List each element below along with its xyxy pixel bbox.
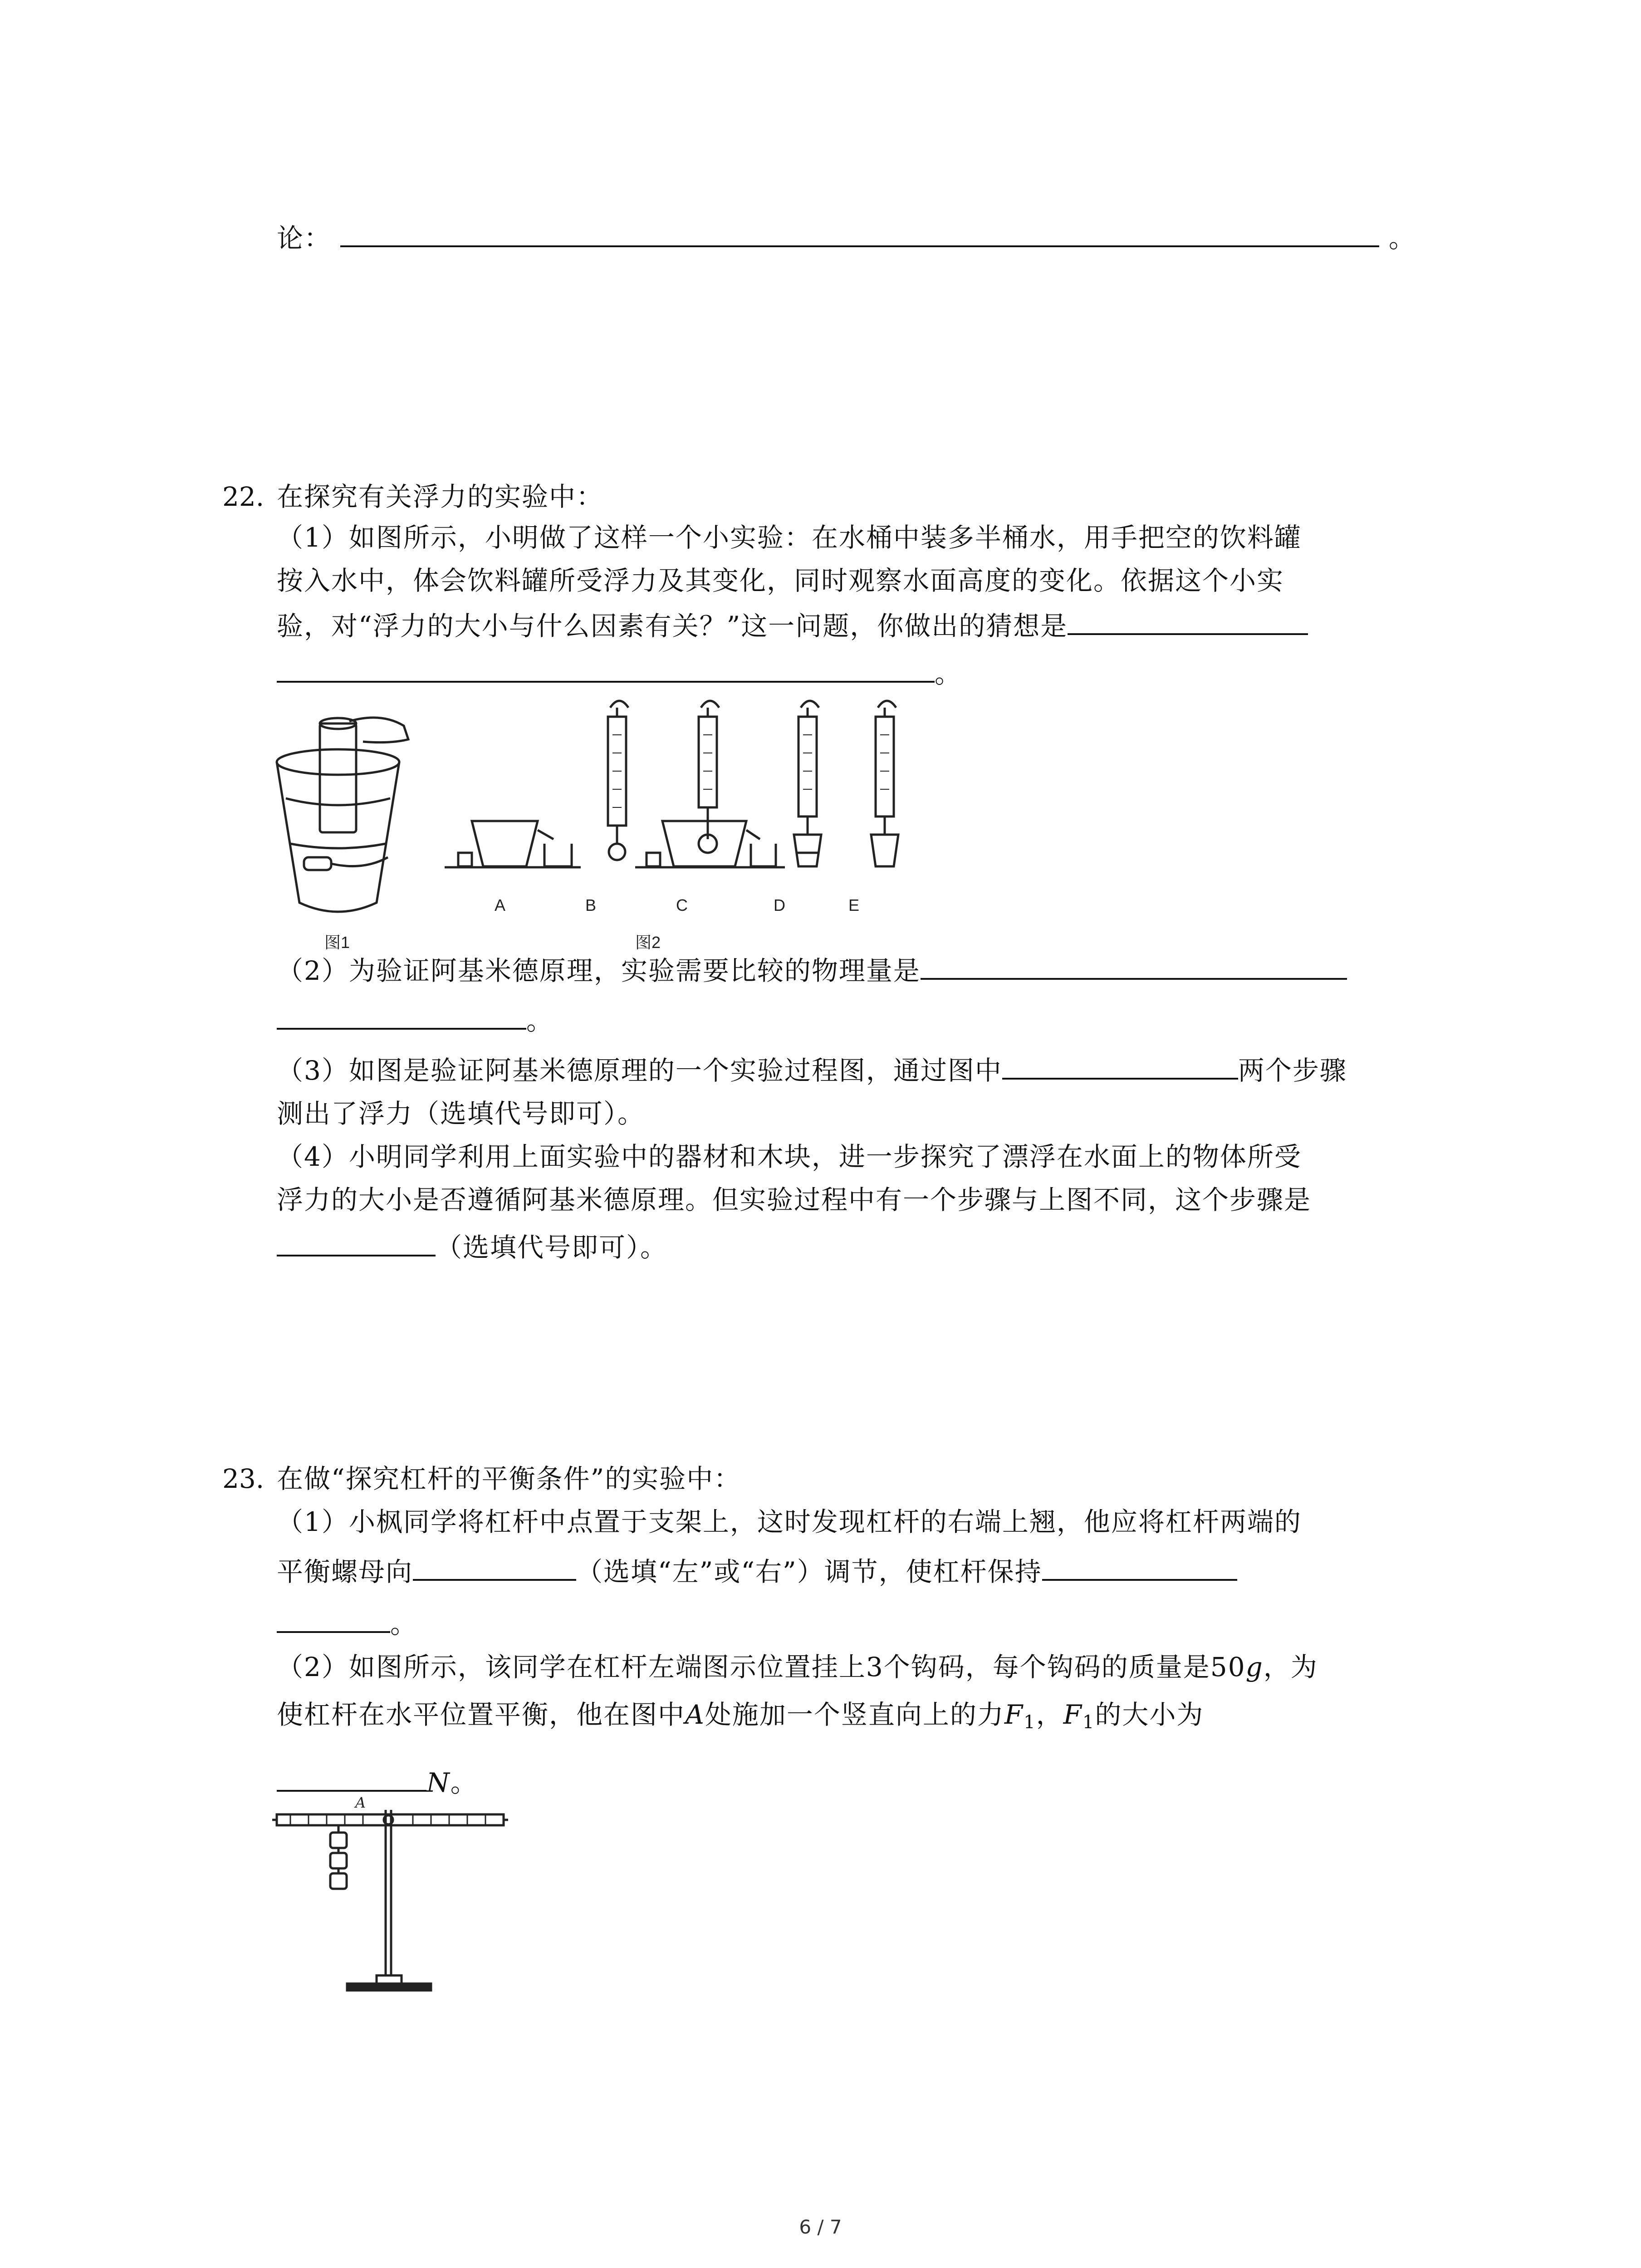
q22-part2-line2: 。 [277,1005,554,1036]
answer-blank[interactable] [340,223,1379,247]
q23-part1-line2: 平衡螺母向 （选填“左”或“右”）调节，使杠杆保持 [277,1556,1237,1588]
answer-blank[interactable] [277,1767,426,1792]
answer-blank[interactable] [413,1556,576,1581]
answer-blank[interactable] [1068,611,1308,635]
question-number-23: 23. [222,1463,265,1494]
step-label-b: B [585,896,597,914]
q22-part4-line2: 浮力的大小是否遵循阿基米德原理。但实验过程中有一个步骤与上图不同，这个步骤是 [277,1184,1312,1215]
q23-part1-line1: （1）小枫同学将杠杆中点置于支架上，这时发现杠杆的右端上翘，他应将杠杆两端的 [277,1506,1302,1537]
q23-part2-line3: N。 [277,1767,478,1799]
step-label-c: C [676,896,688,914]
lever-figure [272,1796,526,1991]
q23-part2-line2: 使杠杆在水平位置平衡，他在图中A处施加一个竖直向上的力$F_1$，$F_1$的大小为 [277,1699,1204,1733]
q22-part1-line3: 验，对“浮力的大小与什么因素有关？”这一问题，你做出的猜想是 [277,610,1308,642]
answer-blank[interactable] [277,1608,390,1633]
q21-prefix: 论： [277,223,332,254]
lever-point-a-label: A [355,1794,366,1811]
step-label-a: A [495,896,506,914]
answer-blank[interactable] [1042,1556,1237,1581]
q23-part2-line1: （2）如图所示，该同学在杠杆左端图示位置挂上3个钩码，每个钩码的质量是50g，为 [277,1652,1318,1682]
q22-part2-line1: （2）为验证阿基米德原理，实验需要比较的物理量是 [277,955,1347,987]
q22-part1-line4: 。 [277,658,962,689]
figure-1-caption: 图1 [324,933,350,952]
q21-conclusion-line [277,222,1416,254]
answer-blank[interactable] [1002,1055,1238,1080]
question-number-22: 22. [222,481,265,512]
q23-part1-line3: 。 [277,1608,417,1640]
answer-blank[interactable] [277,1005,526,1030]
buoyancy-experiment-figure [272,708,1452,948]
q23-stem: 在做“探究杠杆的平衡条件”的实验中： [277,1463,741,1494]
q22-part3-line1: （3）如图是验证阿基米德原理的一个实验过程图，通过图中 两个步骤 [277,1055,1347,1086]
page-number: 6 / 7 [799,2216,842,2238]
q21-suffix: 。 [1388,223,1416,254]
q22-part3-line2: 测出了浮力（选填代号即可）。 [277,1098,645,1129]
answer-blank[interactable] [921,955,1347,980]
step-label-e: E [848,896,860,914]
q22-part1-line2: 按入水中，体会饮料罐所受浮力及其变化，同时观察水面高度的变化。依据这个小实 [277,565,1284,596]
q22-stem: 在探究有关浮力的实验中： [277,481,604,512]
q22-part4-line3: （选填代号即可）。 [277,1232,667,1263]
q22-part4-line1: （4）小明同学利用上面实验中的器材和木块，进一步探究了漂浮在水面上的物体所受 [277,1141,1302,1172]
step-label-d: D [774,896,785,914]
answer-blank[interactable] [277,1232,436,1256]
answer-blank[interactable] [277,658,935,683]
figure-2-caption: 图2 [635,933,661,952]
q22-part1-line1: （1）如图所示，小明做了这样一个小实验：在水桶中装多半桶水，用手把空的饮料罐 [277,522,1302,553]
